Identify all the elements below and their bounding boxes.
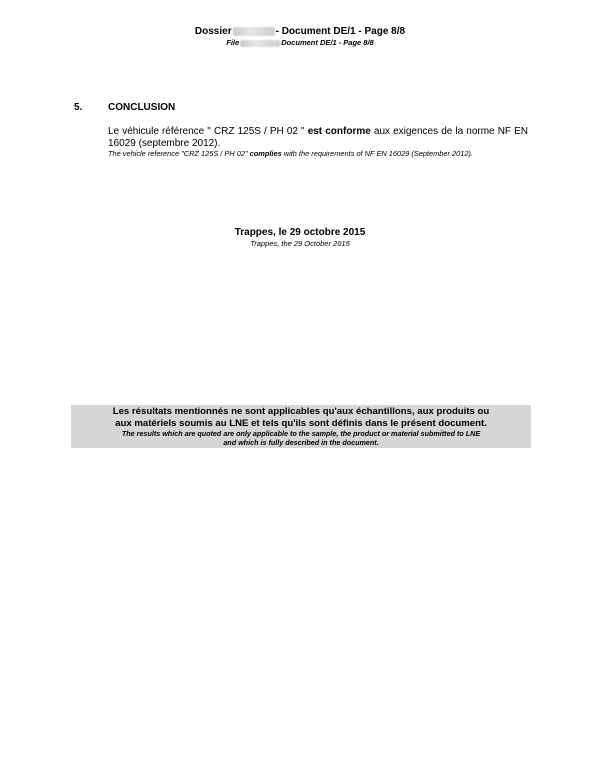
conclusion-en-part1: The vehicle reference "CRZ 125S / PH 02" (108, 149, 250, 158)
section-number: 5. (74, 102, 83, 113)
conclusion-en-verdict: complies (249, 149, 282, 158)
conclusion-fr-verdict: est conforme (307, 126, 371, 137)
conclusion-fr-part2: aux exigences de la norme NF EN 16029 (septembre 2012). (108, 126, 529, 149)
header-prefix-en: File (226, 38, 240, 47)
place-and-date (0, 227, 600, 248)
conclusion-fr-part1: Le véhicule référence " CRZ 125S / PH 02 " (108, 126, 308, 137)
section-body (108, 126, 528, 158)
header-prefix-fr: Dossier (194, 26, 232, 37)
place-date-fr: Trappes, le 29 octobre 2015 (234, 227, 366, 238)
conclusion-text-fr (108, 126, 528, 149)
section-title: CONCLUSION (108, 102, 176, 113)
header-suffix-en: Document DE/1 - Page 8/8 (281, 38, 374, 47)
place-date-en: Trappes, the 29 October 2015 (250, 239, 350, 248)
conclusion-text-en (108, 149, 528, 158)
conclusion-en-part2: with the requirements of NF EN 16029 (September 2012). (281, 149, 473, 158)
redacted-file-number (233, 27, 275, 36)
redacted-file-number-en (240, 40, 280, 47)
disclaimer-fr-line2: aux matériels soumis au LNE et tels qu'ils sont définis dans le présent document. (115, 417, 487, 429)
disclaimer-en-line2: and which is fully described in the document. (223, 438, 379, 447)
section-heading (74, 102, 544, 114)
conclusion-section (74, 102, 544, 158)
disclaimer-fr-line1: Les résultats mentionnés ne sont applicables qu'aux échantillons, aux produits ou (112, 406, 490, 417)
page-header (0, 26, 600, 48)
disclaimer-box (71, 405, 531, 448)
disclaimer-en-line1: The results which are quoted are only applicable to the sample, the product or material submitted to LNE (121, 429, 481, 438)
header-suffix-fr: - Document DE/1 - Page 8/8 (275, 26, 406, 37)
header-title-en (0, 38, 600, 48)
header-title-fr (0, 26, 600, 38)
